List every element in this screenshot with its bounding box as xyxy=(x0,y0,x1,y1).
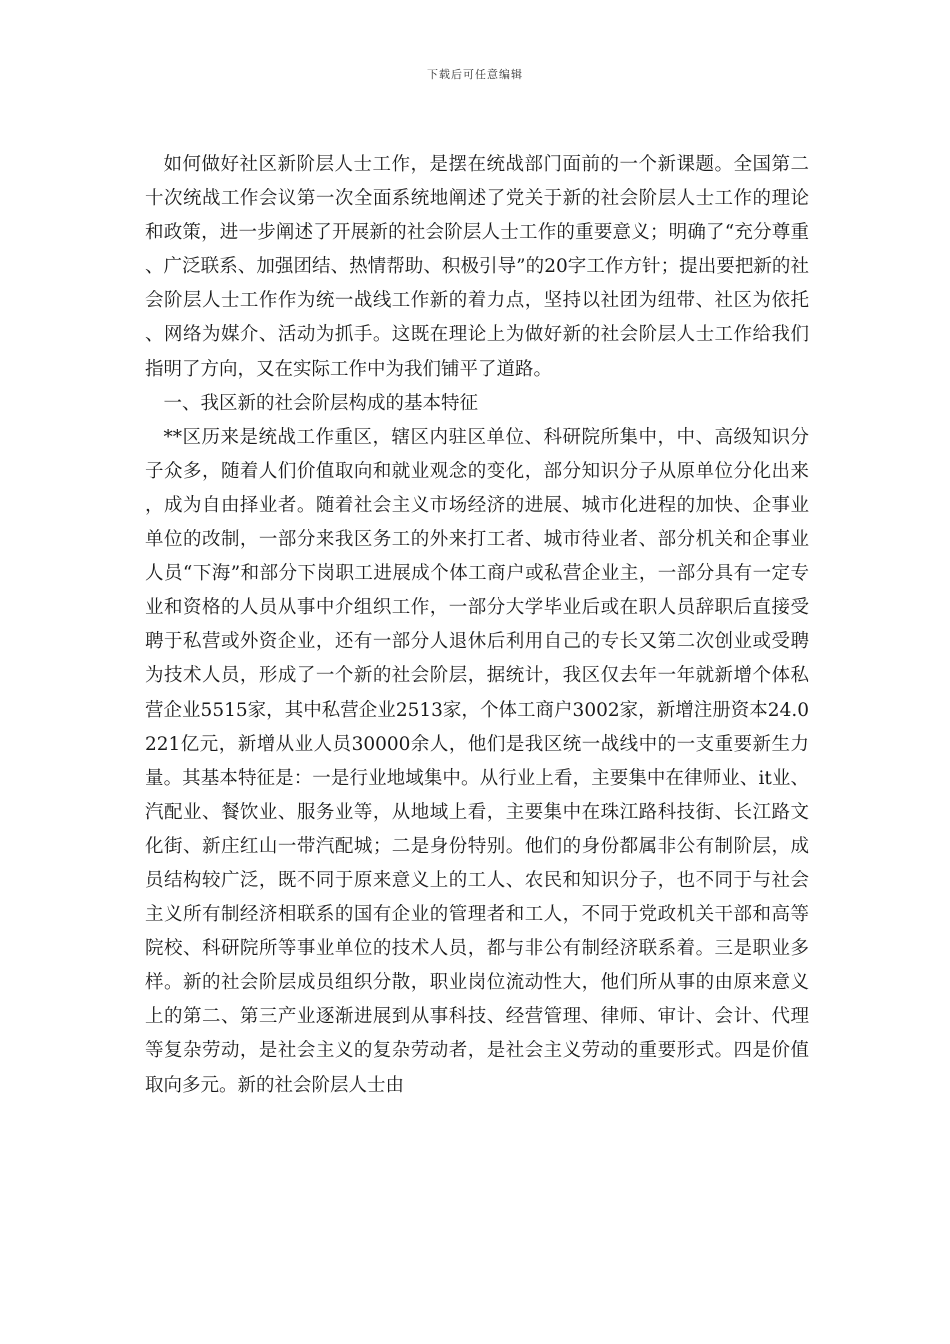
document-body xyxy=(145,148,809,1103)
paragraph-characteristics: **区历来是统战工作重区，辖区内驻区单位、科研院所集中，中、高级知识分子众多，随着人们价值取向和就业观念的变化，部分知识分子从原单位分化出来，成为自由择业者。随着社会主义市场经济的进展、城市化进程的加快、企事业单位的改制，一部分来我区务工的外来打工者、城市待业者、部分机关和企事业人员“下海”和部分下岗职工进展成个体工商户或私营企业主，一部分具有一定专业和资格的人员从事中介组织工作，一部分大学毕业后或在职人员辞职后直接受聘于私营或外资企业，还有一部分人退休后利用自己的专长又第二次创业或受聘为技术人员，形成了一个新的社会阶层，据统计，我区仅去年一年就新增个体私营企业5515家，其中私营企业2513家，个体工商户3002家，新增注册资本24.0221亿元，新增从业人员30000余人，他们是我区统一战线中的一支重要新生力量。其基本特征是：一是行业地域集中。从行业上看，主要集中在律师业、it业、汽配业、餐饮业、服务业等，从地域上看，主要集中在珠江路科技街、长江路文化街、新庄红山一带汽配城；二是身份特别。他们的身份都属非公有制阶层，成员结构较广泛，既不同于原来意义上的工人、农民和知识分子，也不同于与社会主义所有制经济相联系的国有企业的管理者和工人，不同于党政机关干部和高等院校、科研院所等事业单位的技术人员，都与非公有制经济联系着。三是职业多样。新的社会阶层成员组织分散，职业岗位流动性大，他们所从事的由原来意义上的第二、第三产业逐渐进展到从事科技、经营管理、律师、审计、会计、代理等复杂劳动，是社会主义的复杂劳动者，是社会主义劳动的重要形式。四是价值取向多元。新的社会阶层人士由 xyxy=(145,426,809,1096)
paragraph-intro: 如何做好社区新阶层人士工作，是摆在统战部门面前的一个新课题。全国第二十次统战工作会议第一次全面系统地阐述了党关于新的社会阶层人士工作的理论和政策，进一步阐述了开展新的社会阶层人士工作的重要意义；明确了“充分尊重、广泛联系、加强团结、热情帮助、积极引导”的20字工作方针；提出要把新的社会阶层人士工作作为统一战线工作新的着力点，坚持以社团为纽带、社区为依托、网络为媒介、活动为抓手。这既在理论上为做好新的社会阶层人士工作给我们指明了方向，又在实际工作中为我们铺平了道路。 xyxy=(145,154,809,380)
page-header-note: 下载后可任意编辑 xyxy=(427,68,523,81)
section-heading: 一、我区新的社会阶层构成的基本特征 xyxy=(163,392,479,414)
